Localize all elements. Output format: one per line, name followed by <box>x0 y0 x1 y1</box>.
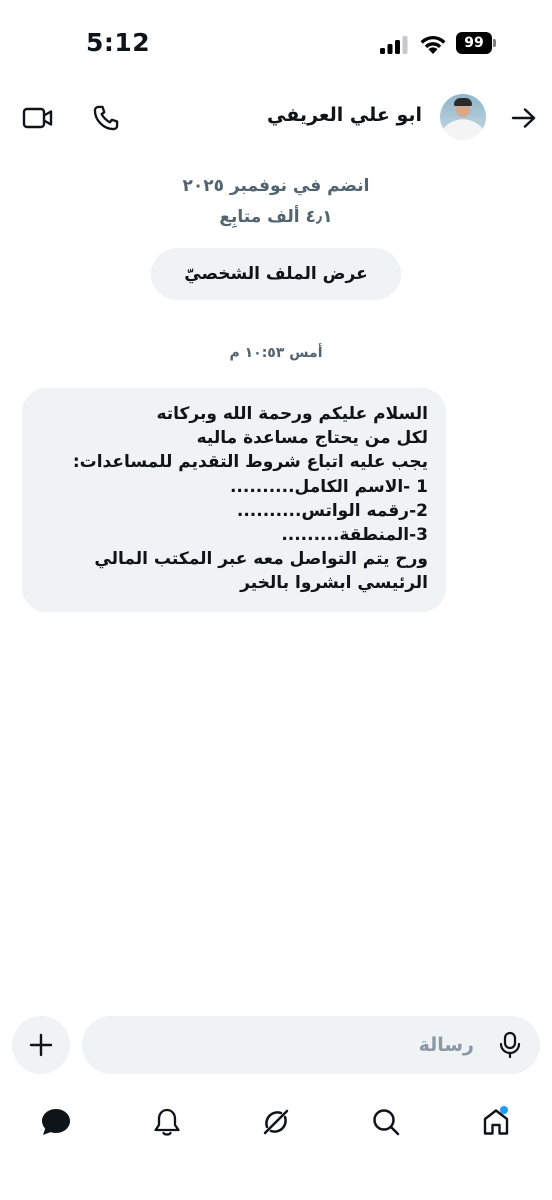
voice-call-button[interactable] <box>86 98 126 138</box>
message-line: يجب عليه اتباع شروط التقديم للمساعدات: <box>72 452 428 473</box>
messages-icon <box>40 1107 72 1137</box>
message-line: 2-رقمه الواتس.......... <box>236 500 428 521</box>
joined-date: انضم في نوفمبر ٢٠٢٥ <box>182 176 370 196</box>
message-line: السلام عليكم ورحمة الله وبركاته <box>156 404 428 424</box>
bottom-navigation <box>0 1090 552 1150</box>
follower-count: ٤٫١ ألف متابِع <box>219 207 333 227</box>
battery-level: 99 <box>456 32 492 54</box>
message-input[interactable] <box>102 1016 474 1074</box>
video-camera-icon <box>22 106 54 130</box>
back-button[interactable] <box>504 98 544 138</box>
conversation-header <box>0 90 552 146</box>
phone-icon <box>92 104 120 132</box>
nav-messages[interactable] <box>36 1102 76 1142</box>
nav-grok[interactable] <box>256 1102 296 1142</box>
cellular-signal-icon <box>380 36 408 54</box>
message-line: 3-المنطقة......... <box>281 525 428 546</box>
contact-name[interactable]: ابو علي العريفي <box>267 104 422 126</box>
message-line: 1 -الاسم الكامل.......... <box>229 476 428 497</box>
video-call-button[interactable] <box>18 98 58 138</box>
message-line: الرئيسي ابشروا بالخير <box>240 573 428 594</box>
bell-icon <box>153 1107 181 1137</box>
nav-notifications[interactable] <box>147 1102 187 1142</box>
message-line: ورح يتم التواصل معه عبر المكتب المالي <box>94 549 428 570</box>
plus-icon <box>29 1033 53 1057</box>
status-bar <box>0 0 552 90</box>
battery-icon <box>456 32 496 54</box>
message-composer <box>82 1016 540 1074</box>
nav-home[interactable] <box>476 1102 516 1142</box>
search-icon <box>371 1107 401 1137</box>
message-bubble[interactable] <box>22 388 446 612</box>
microphone-icon <box>498 1031 522 1059</box>
status-time: 5:12 <box>86 28 151 57</box>
avatar[interactable] <box>440 94 486 140</box>
wifi-icon <box>418 33 448 55</box>
voice-message-button[interactable] <box>494 1029 526 1061</box>
grok-icon <box>260 1106 292 1138</box>
home-unread-dot <box>500 1106 508 1114</box>
view-profile-button[interactable]: عرض الملف الشخصيّ <box>151 248 401 300</box>
message-timestamp: أمس ١٠:٥٣ م <box>229 345 323 361</box>
add-attachment-button[interactable] <box>12 1016 70 1074</box>
nav-search[interactable] <box>366 1102 406 1142</box>
message-line: لكل من يحتاج مساعدة ماليه <box>196 428 428 449</box>
arrow-right-icon <box>511 107 537 129</box>
